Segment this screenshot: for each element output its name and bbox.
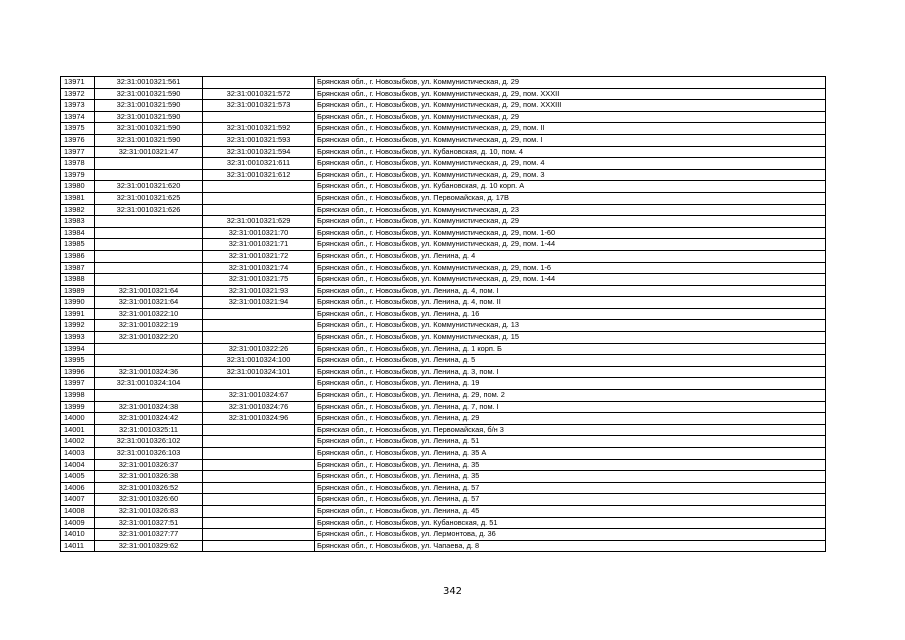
row-number-cell: 13980 xyxy=(61,181,95,193)
address-cell: Брянская обл., г. Новозыбков, ул. Ленина, д. 4 xyxy=(315,250,826,262)
parcel-cadastral-number-cell xyxy=(95,227,203,239)
parcel-cadastral-number-cell: 32:31:0010321:590 xyxy=(95,111,203,123)
row-number-cell: 14001 xyxy=(61,424,95,436)
object-cadastral-number-cell: 32:31:0010324:101 xyxy=(203,366,315,378)
table-row xyxy=(61,436,826,448)
table-row xyxy=(61,192,826,204)
row-number-cell: 13978 xyxy=(61,158,95,170)
object-cadastral-number-cell xyxy=(203,494,315,506)
address-cell: Брянская обл., г. Новозыбков, ул. Кубановская, д. 10, пом. 4 xyxy=(315,146,826,158)
row-number-cell: 14002 xyxy=(61,436,95,448)
row-number-cell: 13992 xyxy=(61,320,95,332)
row-number-cell: 13991 xyxy=(61,308,95,320)
object-cadastral-number-cell xyxy=(203,471,315,483)
row-number-cell: 13996 xyxy=(61,366,95,378)
row-number-cell: 13998 xyxy=(61,390,95,402)
parcel-cadastral-number-cell: 32:31:0010321:590 xyxy=(95,134,203,146)
object-cadastral-number-cell: 32:31:0010324:67 xyxy=(203,390,315,402)
table-row xyxy=(61,540,826,552)
row-number-cell: 14011 xyxy=(61,540,95,552)
object-cadastral-number-cell: 32:31:0010321:94 xyxy=(203,297,315,309)
table-row xyxy=(61,227,826,239)
row-number-cell: 13993 xyxy=(61,332,95,344)
address-cell: Брянская обл., г. Новозыбков, ул. Коммунистическая, д. 29 xyxy=(315,216,826,228)
object-cadastral-number-cell xyxy=(203,77,315,89)
object-cadastral-number-cell xyxy=(203,111,315,123)
object-cadastral-number-cell: 32:31:0010324:76 xyxy=(203,401,315,413)
table-row xyxy=(61,343,826,355)
object-cadastral-number-cell: 32:31:0010324:100 xyxy=(203,355,315,367)
row-number-cell: 13990 xyxy=(61,297,95,309)
parcel-cadastral-number-cell: 32:31:0010324:36 xyxy=(95,366,203,378)
table-row xyxy=(61,250,826,262)
object-cadastral-number-cell xyxy=(203,459,315,471)
table-row xyxy=(61,366,826,378)
address-cell: Брянская обл., г. Новозыбков, ул. Коммунистическая, д. 29 xyxy=(315,77,826,89)
object-cadastral-number-cell xyxy=(203,332,315,344)
row-number-cell: 13974 xyxy=(61,111,95,123)
address-cell: Брянская обл., г. Новозыбков, ул. Первомайская, д. 17В xyxy=(315,192,826,204)
address-cell: Брянская обл., г. Новозыбков, ул. Коммунистическая, д. 29, пом. 1-60 xyxy=(315,227,826,239)
object-cadastral-number-cell xyxy=(203,436,315,448)
address-cell: Брянская обл., г. Новозыбков, ул. Коммунистическая, д. 29, пом. XXXIII xyxy=(315,100,826,112)
parcel-cadastral-number-cell: 32:31:0010321:590 xyxy=(95,123,203,135)
object-cadastral-number-cell: 32:31:0010321:612 xyxy=(203,169,315,181)
address-cell: Брянская обл., г. Новозыбков, ул. Ленина, д. 4, пом. I xyxy=(315,285,826,297)
table-row xyxy=(61,216,826,228)
row-number-cell: 14006 xyxy=(61,482,95,494)
address-cell: Брянская обл., г. Новозыбков, ул. Коммунистическая, д. 29, пом. 3 xyxy=(315,169,826,181)
address-cell: Брянская обл., г. Новозыбков, ул. Ленина, д. 29, пом. 2 xyxy=(315,390,826,402)
object-cadastral-number-cell xyxy=(203,505,315,517)
row-number-cell: 13997 xyxy=(61,378,95,390)
registry-table-body xyxy=(61,77,826,552)
parcel-cadastral-number-cell: 32:31:0010321:626 xyxy=(95,204,203,216)
parcel-cadastral-number-cell: 32:31:0010326:38 xyxy=(95,471,203,483)
row-number-cell: 13999 xyxy=(61,401,95,413)
object-cadastral-number-cell: 32:31:0010321:75 xyxy=(203,274,315,286)
object-cadastral-number-cell: 32:31:0010321:573 xyxy=(203,100,315,112)
row-number-cell: 13975 xyxy=(61,123,95,135)
row-number-cell: 14007 xyxy=(61,494,95,506)
object-cadastral-number-cell: 32:31:0010321:74 xyxy=(203,262,315,274)
object-cadastral-number-cell: 32:31:0010321:629 xyxy=(203,216,315,228)
object-cadastral-number-cell xyxy=(203,448,315,460)
row-number-cell: 13971 xyxy=(61,77,95,89)
address-cell: Брянская обл., г. Новозыбков, ул. Ленина, д. 57 xyxy=(315,482,826,494)
table-row xyxy=(61,134,826,146)
table-row xyxy=(61,123,826,135)
parcel-cadastral-number-cell: 32:31:0010324:104 xyxy=(95,378,203,390)
registry-table xyxy=(60,76,826,552)
row-number-cell: 13977 xyxy=(61,146,95,158)
parcel-cadastral-number-cell: 32:31:0010326:37 xyxy=(95,459,203,471)
parcel-cadastral-number-cell: 32:31:0010321:590 xyxy=(95,88,203,100)
object-cadastral-number-cell: 32:31:0010321:594 xyxy=(203,146,315,158)
object-cadastral-number-cell xyxy=(203,181,315,193)
address-cell: Брянская обл., г. Новозыбков, ул. Ленина, д. 1 корп. Б xyxy=(315,343,826,355)
parcel-cadastral-number-cell: 32:31:0010326:102 xyxy=(95,436,203,448)
table-row xyxy=(61,181,826,193)
parcel-cadastral-number-cell: 32:31:0010321:561 xyxy=(95,77,203,89)
object-cadastral-number-cell xyxy=(203,540,315,552)
table-row xyxy=(61,482,826,494)
table-row xyxy=(61,239,826,251)
address-cell: Брянская обл., г. Новозыбков, ул. Первомайская, б/н 3 xyxy=(315,424,826,436)
row-number-cell: 13988 xyxy=(61,274,95,286)
address-cell: Брянская обл., г. Новозыбков, ул. Коммунистическая, д. 15 xyxy=(315,332,826,344)
table-row xyxy=(61,459,826,471)
row-number-cell: 13972 xyxy=(61,88,95,100)
row-number-cell: 13979 xyxy=(61,169,95,181)
table-row xyxy=(61,77,826,89)
object-cadastral-number-cell: 32:31:0010324:96 xyxy=(203,413,315,425)
object-cadastral-number-cell: 32:31:0010321:70 xyxy=(203,227,315,239)
row-number-cell: 13976 xyxy=(61,134,95,146)
address-cell: Брянская обл., г. Новозыбков, ул. Ленина, д. 35 А xyxy=(315,448,826,460)
object-cadastral-number-cell xyxy=(203,192,315,204)
object-cadastral-number-cell: 32:31:0010321:611 xyxy=(203,158,315,170)
object-cadastral-number-cell xyxy=(203,529,315,541)
table-row xyxy=(61,285,826,297)
row-number-cell: 13986 xyxy=(61,250,95,262)
address-cell: Брянская обл., г. Новозыбков, ул. Ленина, д. 35 xyxy=(315,471,826,483)
row-number-cell: 13984 xyxy=(61,227,95,239)
table-row xyxy=(61,169,826,181)
parcel-cadastral-number-cell: 32:31:0010321:620 xyxy=(95,181,203,193)
row-number-cell: 14010 xyxy=(61,529,95,541)
address-cell: Брянская обл., г. Новозыбков, ул. Коммунистическая, д. 29, пом. 1-44 xyxy=(315,239,826,251)
parcel-cadastral-number-cell: 32:31:0010326:60 xyxy=(95,494,203,506)
object-cadastral-number-cell: 32:31:0010321:72 xyxy=(203,250,315,262)
address-cell: Брянская обл., г. Новозыбков, ул. Кубановская, д. 10 корп. А xyxy=(315,181,826,193)
address-cell: Брянская обл., г. Новозыбков, ул. Ленина, д. 29 xyxy=(315,413,826,425)
table-row xyxy=(61,100,826,112)
table-row xyxy=(61,529,826,541)
table-row xyxy=(61,204,826,216)
parcel-cadastral-number-cell: 32:31:0010322:19 xyxy=(95,320,203,332)
parcel-cadastral-number-cell: 32:31:0010327:77 xyxy=(95,529,203,541)
parcel-cadastral-number-cell xyxy=(95,216,203,228)
parcel-cadastral-number-cell: 32:31:0010321:64 xyxy=(95,285,203,297)
row-number-cell: 14003 xyxy=(61,448,95,460)
object-cadastral-number-cell xyxy=(203,482,315,494)
address-cell: Брянская обл., г. Новозыбков, ул. Кубановская, д. 51 xyxy=(315,517,826,529)
object-cadastral-number-cell: 32:31:0010321:93 xyxy=(203,285,315,297)
address-cell: Брянская обл., г. Новозыбков, ул. Ленина, д. 3, пом. I xyxy=(315,366,826,378)
address-cell: Брянская обл., г. Новозыбков, ул. Ленина, д. 51 xyxy=(315,436,826,448)
row-number-cell: 14009 xyxy=(61,517,95,529)
parcel-cadastral-number-cell xyxy=(95,274,203,286)
row-number-cell: 14005 xyxy=(61,471,95,483)
object-cadastral-number-cell xyxy=(203,320,315,332)
parcel-cadastral-number-cell: 32:31:0010322:10 xyxy=(95,308,203,320)
parcel-cadastral-number-cell xyxy=(95,262,203,274)
address-cell: Брянская обл., г. Новозыбков, ул. Ленина, д. 35 xyxy=(315,459,826,471)
table-row xyxy=(61,448,826,460)
row-number-cell: 13973 xyxy=(61,100,95,112)
parcel-cadastral-number-cell xyxy=(95,390,203,402)
address-cell: Брянская обл., г. Новозыбков, ул. Ленина, д. 57 xyxy=(315,494,826,506)
parcel-cadastral-number-cell: 32:31:0010321:625 xyxy=(95,192,203,204)
page-number: 342 xyxy=(442,586,463,597)
address-cell: Брянская обл., г. Новозыбков, ул. Ленина, д. 16 xyxy=(315,308,826,320)
table-row xyxy=(61,505,826,517)
row-number-cell: 13989 xyxy=(61,285,95,297)
object-cadastral-number-cell xyxy=(203,308,315,320)
table-row xyxy=(61,111,826,123)
address-cell: Брянская обл., г. Новозыбков, ул. Коммунистическая, д. 29, пом. II xyxy=(315,123,826,135)
table-row xyxy=(61,517,826,529)
table-row xyxy=(61,390,826,402)
table-row xyxy=(61,146,826,158)
address-cell: Брянская обл., г. Новозыбков, ул. Лермонтова, д. 36 xyxy=(315,529,826,541)
table-row xyxy=(61,401,826,413)
address-cell: Брянская обл., г. Новозыбков, ул. Ленина, д. 7, пом. I xyxy=(315,401,826,413)
parcel-cadastral-number-cell: 32:31:0010321:47 xyxy=(95,146,203,158)
parcel-cadastral-number-cell: 32:31:0010326:52 xyxy=(95,482,203,494)
address-cell: Брянская обл., г. Новозыбков, ул. Ленина, д. 45 xyxy=(315,505,826,517)
address-cell: Брянская обл., г. Новозыбков, ул. Ленина, д. 4, пом. II xyxy=(315,297,826,309)
object-cadastral-number-cell: 32:31:0010322:26 xyxy=(203,343,315,355)
parcel-cadastral-number-cell xyxy=(95,158,203,170)
table-row xyxy=(61,297,826,309)
row-number-cell: 14000 xyxy=(61,413,95,425)
row-number-cell: 13994 xyxy=(61,343,95,355)
table-row xyxy=(61,424,826,436)
parcel-cadastral-number-cell xyxy=(95,169,203,181)
parcel-cadastral-number-cell: 32:31:0010321:590 xyxy=(95,100,203,112)
row-number-cell: 14004 xyxy=(61,459,95,471)
parcel-cadastral-number-cell: 32:31:0010322:20 xyxy=(95,332,203,344)
object-cadastral-number-cell: 32:31:0010321:593 xyxy=(203,134,315,146)
address-cell: Брянская обл., г. Новозыбков, ул. Коммунистическая, д. 29, пом. XXXII xyxy=(315,88,826,100)
object-cadastral-number-cell xyxy=(203,424,315,436)
object-cadastral-number-cell: 32:31:0010321:572 xyxy=(203,88,315,100)
row-number-cell: 14008 xyxy=(61,505,95,517)
table-row xyxy=(61,355,826,367)
parcel-cadastral-number-cell xyxy=(95,250,203,262)
table-row xyxy=(61,262,826,274)
table-row xyxy=(61,88,826,100)
table-row xyxy=(61,274,826,286)
row-number-cell: 13987 xyxy=(61,262,95,274)
table-row xyxy=(61,308,826,320)
object-cadastral-number-cell xyxy=(203,204,315,216)
address-cell: Брянская обл., г. Новозыбков, ул. Коммунистическая, д. 29, пом. 1-44 xyxy=(315,274,826,286)
object-cadastral-number-cell: 32:31:0010321:592 xyxy=(203,123,315,135)
parcel-cadastral-number-cell: 32:31:0010324:42 xyxy=(95,413,203,425)
object-cadastral-number-cell xyxy=(203,378,315,390)
parcel-cadastral-number-cell xyxy=(95,239,203,251)
address-cell: Брянская обл., г. Новозыбков, ул. Коммунистическая, д. 29, пом. 1-6 xyxy=(315,262,826,274)
table-row xyxy=(61,332,826,344)
table-row xyxy=(61,471,826,483)
address-cell: Брянская обл., г. Новозыбков, ул. Коммунистическая, д. 13 xyxy=(315,320,826,332)
address-cell: Брянская обл., г. Новозыбков, ул. Чапаева, д. 8 xyxy=(315,540,826,552)
row-number-cell: 13981 xyxy=(61,192,95,204)
row-number-cell: 13983 xyxy=(61,216,95,228)
table-row xyxy=(61,158,826,170)
table-row xyxy=(61,378,826,390)
parcel-cadastral-number-cell: 32:31:0010326:83 xyxy=(95,505,203,517)
object-cadastral-number-cell: 32:31:0010321:71 xyxy=(203,239,315,251)
address-cell: Брянская обл., г. Новозыбков, ул. Ленина, д. 5 xyxy=(315,355,826,367)
address-cell: Брянская обл., г. Новозыбков, ул. Коммунистическая, д. 23 xyxy=(315,204,826,216)
parcel-cadastral-number-cell: 32:31:0010329:62 xyxy=(95,540,203,552)
row-number-cell: 13985 xyxy=(61,239,95,251)
parcel-cadastral-number-cell xyxy=(95,343,203,355)
object-cadastral-number-cell xyxy=(203,517,315,529)
parcel-cadastral-number-cell: 32:31:0010326:103 xyxy=(95,448,203,460)
address-cell: Брянская обл., г. Новозыбков, ул. Ленина, д. 19 xyxy=(315,378,826,390)
row-number-cell: 13995 xyxy=(61,355,95,367)
row-number-cell: 13982 xyxy=(61,204,95,216)
address-cell: Брянская обл., г. Новозыбков, ул. Коммунистическая, д. 29, пом. 4 xyxy=(315,158,826,170)
address-cell: Брянская обл., г. Новозыбков, ул. Коммунистическая, д. 29, пом. I xyxy=(315,134,826,146)
table-row xyxy=(61,320,826,332)
table-row xyxy=(61,494,826,506)
parcel-cadastral-number-cell: 32:31:0010324:38 xyxy=(95,401,203,413)
parcel-cadastral-number-cell: 32:31:0010325:11 xyxy=(95,424,203,436)
parcel-cadastral-number-cell xyxy=(95,355,203,367)
table-row xyxy=(61,413,826,425)
parcel-cadastral-number-cell: 32:31:0010321:64 xyxy=(95,297,203,309)
address-cell: Брянская обл., г. Новозыбков, ул. Коммунистическая, д. 29 xyxy=(315,111,826,123)
parcel-cadastral-number-cell: 32:31:0010327:51 xyxy=(95,517,203,529)
